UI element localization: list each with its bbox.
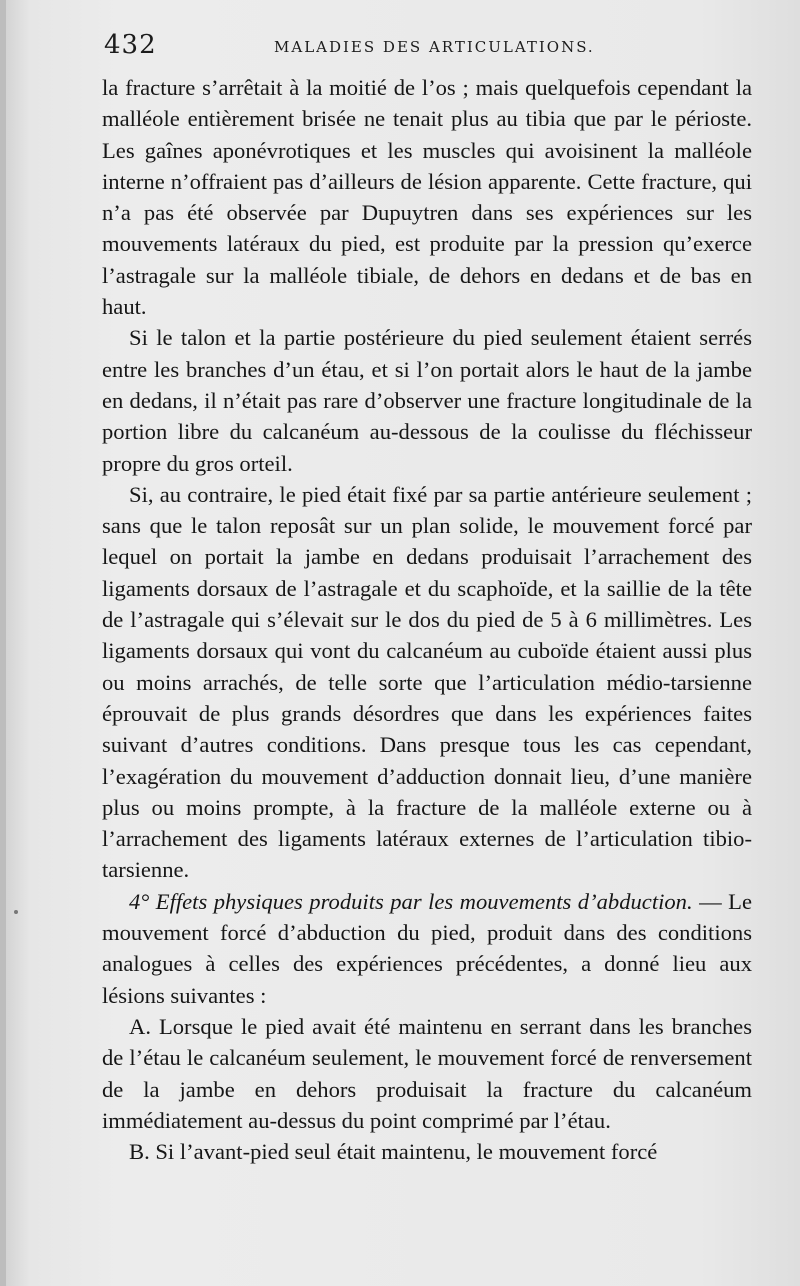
page-gutter-shadow <box>0 0 6 1286</box>
page-number: 432 <box>104 30 157 60</box>
running-head: MALADIES DES ARTICULATIONS. <box>274 38 595 56</box>
section-text: — Le mouvement forcé d’abduction du pied, produit dans des conditions analogues à celles des expériences précédentes, a donné lieu aux lésions suivantes : <box>102 888 752 1008</box>
section-heading: 4° Effets physiques produits par les mouvements d’abduction. <box>129 888 693 914</box>
section-paragraph <box>102 886 752 1011</box>
paragraph-item-b: B. Si l’avant-pied seul était maintenu, le mouvement forcé <box>129 1139 658 1165</box>
page-header <box>104 30 754 66</box>
paragraph: Si, au contraire, le pied était fixé par sa partie antérieure seulement ; sans que le talon reposât sur un plan solide, le mouvement forcé par lequel on portait la jambe en dedans produisait l’arrachement des ligaments dorsaux de l’astragale et du scaphoïde, et la saillie de la tête de l’astragale qui s’élevait sur le dos du pied de 5 à 6 millimètres. Les ligaments dorsaux qui vont du calcanéum au cuboïde étaient aussi plus ou moins arrachés, de telle sorte que l’articulation médio-tarsienne éprouvait de plus grands désordres que dans les expériences faites suivant d’autres conditions. Dans presque tous les cas cependant, l’exagération du mouvement d’adduction donnait lieu, d’une manière plus ou moins prompte, à la fracture de la malléole externe ou à l’arrachement des ligaments latéraux externes de l’articulation tibio-tarsienne. <box>102 481 752 883</box>
margin-speck <box>14 910 18 914</box>
paragraph: Si le talon et la partie postérieure du pied seulement étaient serrés entre les branches d’un étau, et si l’on portait alors le haut de la jambe en dedans, il n’était pas rare d’observer une fracture longitudinale de la portion libre du calcanéum au-dessous de la coulisse du fléchisseur propre du gros orteil. <box>102 325 752 476</box>
body-text <box>102 72 752 1167</box>
paragraph-continued: la fracture s’arrêtait à la moitié de l’os ; mais quelquefois cependant la malléole entièrement brisée ne tenait plus au tibia que par le périoste. Les gaînes aponévrotiques et les muscles qui avoisinent la malléole interne n’offraient pas d’ailleurs de lésion apparente. Cette fracture, qui n’a pas été observée par Dupuytren dans ses expériences sur les mouvements latéraux du pied, est produite par la pression qu’exerce l’astragale sur la malléole tibiale, de dehors en dedans et de bas en haut. <box>102 75 752 320</box>
paragraph-item-a: A. Lorsque le pied avait été maintenu en serrant dans les branches de l’étau le calcanéum seulement, le mouvement forcé de renversement de la jambe en dehors produisait la fracture du calcanéum immédiatement au-dessus du point comprimé par l’étau. <box>102 1013 752 1133</box>
